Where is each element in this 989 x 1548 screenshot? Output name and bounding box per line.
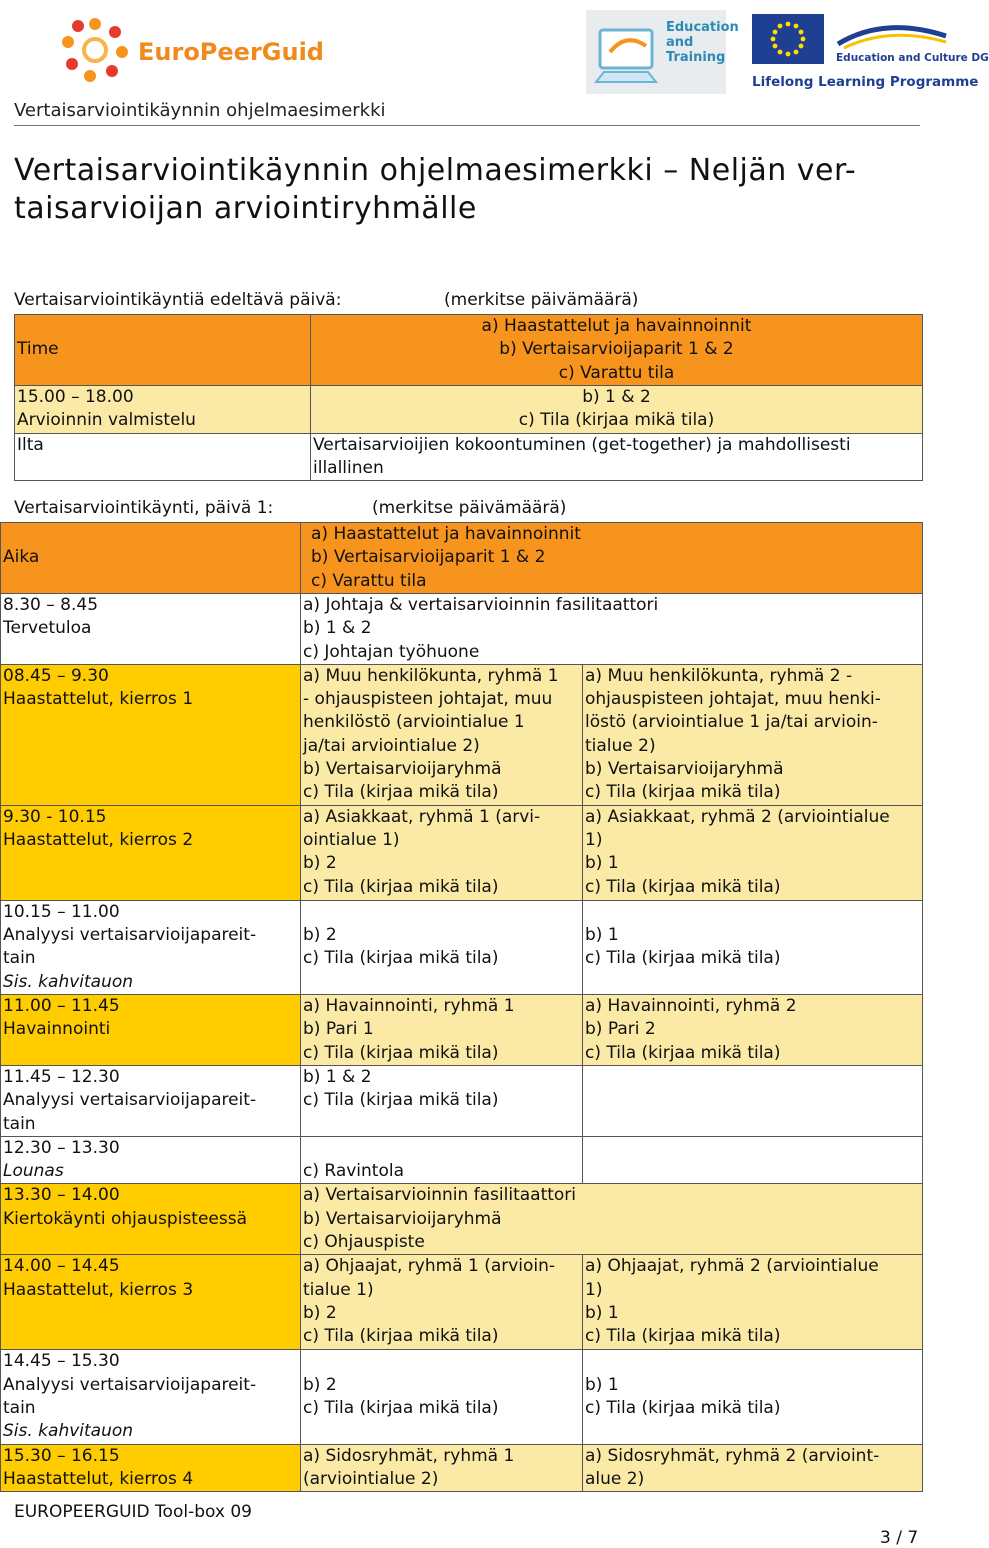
group-2-cell: a) Havainnointi, ryhmä 2 b) Pari 2 c) Tila (kirjaa mikä tila)	[583, 995, 923, 1066]
education-training-logo	[586, 10, 739, 94]
group-1-cell: b) 1 & 2 c) Tila (kirjaa mikä tila)	[301, 1065, 583, 1136]
details-cell: a) Vertaisarvioinnin fasilitaattori b) Vertaisarvioijaryhmä c) Ohjauspiste	[301, 1184, 923, 1255]
group-2-cell: a) Ohjaajat, ryhmä 2 (arviointialue 1) b) 1 c) Tila (kirjaa mikä tila)	[583, 1255, 923, 1350]
time-header: Time	[15, 315, 311, 386]
table-row	[1, 1350, 923, 1444]
section2-label: Vertaisarviointikäynti, päivä 1:	[14, 498, 274, 518]
time-cell: 11.00 – 11.45 Havainnointi	[1, 995, 301, 1066]
table-row	[1, 805, 923, 900]
group-1-cell: a) Asiakkaat, ryhmä 1 (arvi- ointialue 1) b) 2 c) Tila (kirjaa mikä tila)	[301, 805, 583, 900]
swoosh-icon	[834, 20, 950, 50]
table-row	[1, 1184, 923, 1255]
eu-logo	[752, 14, 989, 94]
page-title	[14, 152, 924, 228]
group-2-cell: a) Sidosryhmät, ryhmä 2 (arvioint- alue 2)	[583, 1444, 923, 1492]
logo-wordmark: EuroPeerGuid	[138, 38, 324, 66]
time-cell: 8.30 – 8.45 Tervetuloa	[1, 594, 301, 665]
group-2-cell	[583, 1136, 923, 1184]
time-header: Aika	[1, 523, 301, 594]
table-row	[15, 433, 923, 481]
details-header: a) Haastattelut ja havainnoinnit b) Vertaisarvioijaparit 1 & 2 c) Varattu tila	[301, 523, 923, 594]
eu-flag-icon	[752, 14, 824, 64]
people-circle-icon	[60, 14, 130, 84]
group-2-cell: b) 1 c) Tila (kirjaa mikä tila)	[583, 1350, 923, 1444]
running-head: Vertaisarviointikäynnin ohjelmaesimerkki	[14, 100, 386, 121]
europeerguid-logo	[60, 14, 350, 84]
table-row	[1, 995, 923, 1066]
title-line-2: taisarvioijan arviointiryhmälle	[14, 191, 477, 226]
group-2-cell: b) 1 c) Tila (kirjaa mikä tila)	[583, 900, 923, 994]
time-note: Sis. kahvitauon	[3, 971, 134, 992]
group-1-cell: a) Sidosryhmät, ryhmä 1 (arviointialue 2)	[301, 1444, 583, 1492]
details-header: a) Haastattelut ja havainnoinnit b) Vertaisarvioijaparit 1 & 2 c) Varattu tila	[311, 315, 923, 386]
details-cell: Vertaisarvioijien kokoontuminen (get-together) ja mahdollisesti illallinen	[311, 433, 923, 481]
title-line-1: Vertaisarviointikäynnin ohjelmaesimerkki – Neljän ver-	[14, 153, 857, 188]
details-cell: a) Johtaja & vertaisarvioinnin fasilitaattori b) 1 & 2 c) Johtajan työhuone	[301, 594, 923, 665]
table-row	[1, 664, 923, 805]
section1-date-note: (merkitse päivämäärä)	[444, 290, 639, 310]
table-row	[15, 386, 923, 434]
table-row	[1, 900, 923, 994]
time-cell: Ilta	[15, 433, 311, 481]
section1-table	[14, 314, 923, 481]
time-cell: 10.15 – 11.00 Analyysi vertaisarvioijapareit- tain Sis. kahvitauon	[1, 900, 301, 994]
time-note: Sis. kahvitauon	[3, 1421, 134, 1442]
time-cell: 15.30 – 16.15 Haastattelut, kierros 4	[1, 1444, 301, 1492]
table-row	[1, 1065, 923, 1136]
table-row	[1, 594, 923, 665]
section2-date-note: (merkitse päivämäärä)	[372, 498, 567, 518]
group-1-cell: a) Ohjaajat, ryhmä 1 (arvioin- tialue 1) b) 2 c) Tila (kirjaa mikä tila)	[301, 1255, 583, 1350]
group-1-cell: a) Muu henkilökunta, ryhmä 1 - ohjauspisteen johtajat, muu henkilöstö (arviointialue 1 ja/tai arviointialue 2) b) Vertaisarvioijaryhmä c) Tila (kirjaa mikä tila)	[301, 664, 583, 805]
time-cell: 11.45 – 12.30 Analyysi vertaisarvioijapareit- tain	[1, 1065, 301, 1136]
group-1-cell: b) 2 c) Tila (kirjaa mikä tila)	[301, 1350, 583, 1444]
monitor-icon	[590, 12, 660, 92]
dg-label: Education and Culture DG	[836, 52, 989, 64]
time-cell: 14.00 – 14.45 Haastattelut, kierros 3	[1, 1255, 301, 1350]
programme-label: Lifelong Learning Programme	[752, 74, 979, 90]
time-cell: 14.45 – 15.30 Analyysi vertaisarvioijapareit- tain Sis. kahvitauon	[1, 1350, 301, 1444]
group-2-cell: a) Asiakkaat, ryhmä 2 (arviointialue 1) b) 1 c) Tila (kirjaa mikä tila)	[583, 805, 923, 900]
section2-table	[0, 522, 923, 1492]
group-1-cell: c) Ravintola	[301, 1136, 583, 1184]
time-cell: 08.45 – 9.30 Haastattelut, kierros 1	[1, 664, 301, 805]
lunch-label: Lounas	[3, 1161, 64, 1182]
time-cell: 15.00 – 18.00 Arvioinnin valmistelu	[15, 386, 311, 434]
education-training-text: Education and Training	[666, 20, 739, 65]
group-2-cell: a) Muu henkilökunta, ryhmä 2 - ohjauspisteen johtajat, muu henki- löstö (arviointialue 1 ja/tai arvioin- tialue 2) b) Vertaisarvioijaryhmä c) Tila (kirjaa mikä tila)	[583, 664, 923, 805]
time-cell: 13.30 – 14.00 Kiertokäynti ohjauspisteessä	[1, 1184, 301, 1255]
group-1-cell: b) 2 c) Tila (kirjaa mikä tila)	[301, 900, 583, 994]
page-number: 3 / 7	[880, 1528, 919, 1548]
header-divider	[14, 125, 920, 126]
details-cell: b) 1 & 2 c) Tila (kirjaa mikä tila)	[311, 386, 923, 434]
group-1-cell: a) Havainnointi, ryhmä 1 b) Pari 1 c) Tila (kirjaa mikä tila)	[301, 995, 583, 1066]
table-row	[1, 1136, 923, 1184]
group-2-cell	[583, 1065, 923, 1136]
table-row	[1, 1444, 923, 1492]
section1-label: Vertaisarviointikäyntiä edeltävä päivä:	[14, 290, 342, 310]
section2-header-row	[1, 523, 923, 594]
section1-header-row	[15, 315, 923, 386]
footer-label: EUROPEERGUID Tool-box 09	[14, 1502, 252, 1522]
time-cell: 12.30 – 13.30 Lounas	[1, 1136, 301, 1184]
table-row	[1, 1255, 923, 1350]
time-cell: 9.30 - 10.15 Haastattelut, kierros 2	[1, 805, 301, 900]
